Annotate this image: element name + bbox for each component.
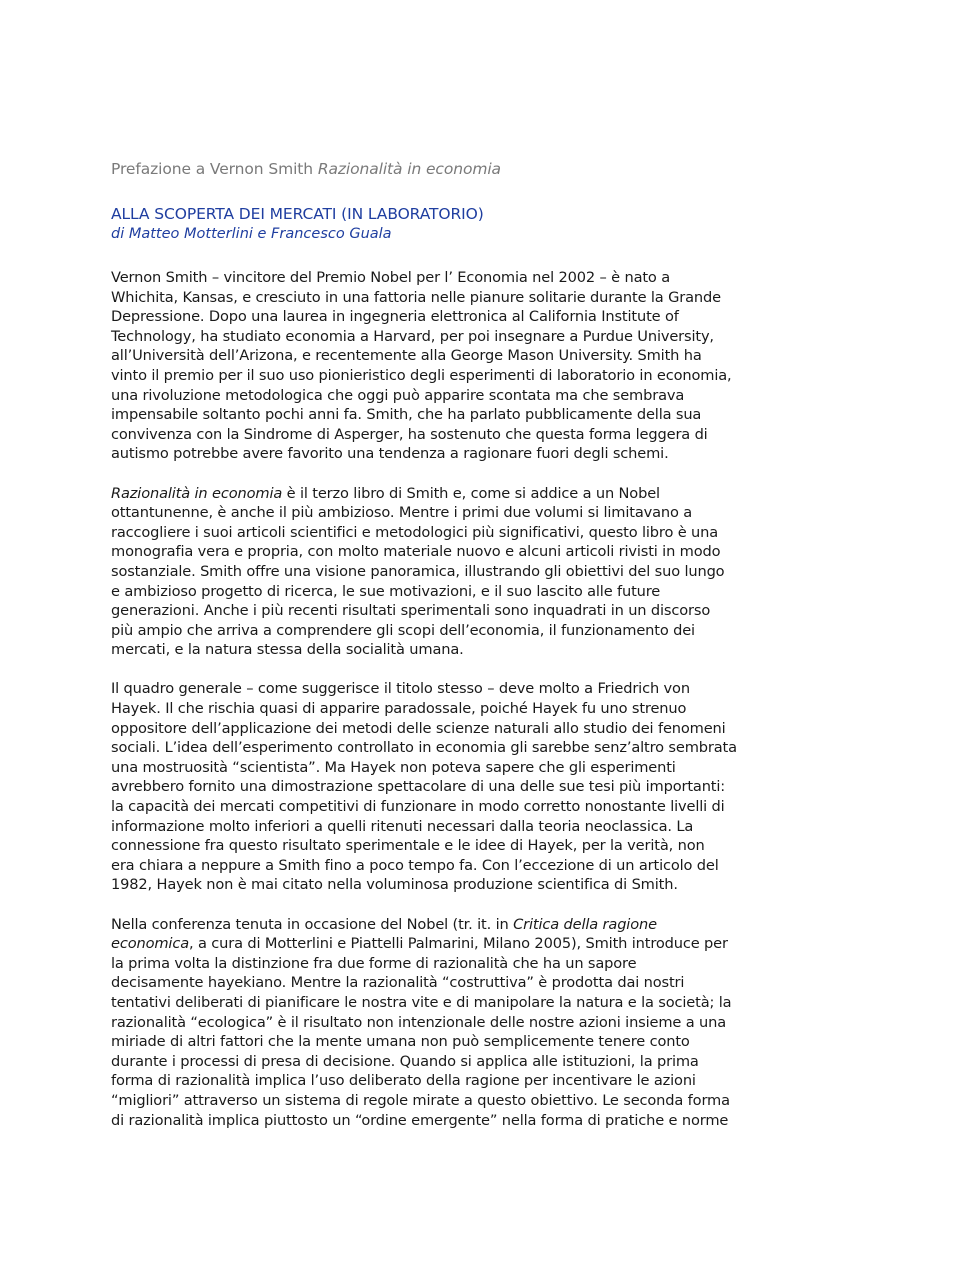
paragraph-2	[111, 484, 751, 660]
text-line	[111, 934, 751, 954]
text-line: sostanziale. Smith offre una visione panoramica, illustrando gli obiettivi del suo lungo	[111, 562, 725, 580]
text-line: avrebbero fornito una dimostrazione spettacolare di una delle sue tesi più importanti:	[111, 778, 726, 796]
preface-book-title: Razionalità in economia	[317, 160, 501, 178]
text-line: decisamente hayekiano. Mentre la razionalità “costruttiva” è prodotta dai nostri	[111, 974, 685, 992]
text-line: razionalità “ecologica” è il risultato non intenzionale delle nostre azioni insieme a una	[111, 1013, 727, 1031]
text-line: era chiara a neppure a Smith fino a poco tempo fa. Con l’eccezione di un articolo del	[111, 856, 719, 874]
text-line: autismo potrebbe avere favorito una tendenza a ragionare fuori degli schemi.	[111, 445, 669, 463]
text-fragment: è il terzo libro di Smith e, come si addice a un Nobel	[282, 484, 660, 502]
text-line: Il quadro generale – come suggerisce il titolo stesso – deve molto a Friedrich von	[111, 680, 690, 698]
text-line: sociali. L’idea dell’esperimento controllato in economia gli sarebbe senz’altro sembrata	[111, 739, 737, 757]
article-authors: di Matteo Motterlini e Francesco Guala	[111, 226, 392, 242]
text-line: vinto il premio per il suo uso pionieristico degli esperimenti di laboratorio in economia,	[111, 366, 732, 384]
text-line: oppositore dell’applicazione dei metodi delle scienze naturali allo studio dei fenomeni	[111, 719, 726, 737]
text-fragment: , a cura di Motterlini e Piattelli Palmarini, Milano 2005), Smith introduce per	[189, 935, 728, 953]
text-line: durante i processi di presa di decisione. Quando si applica alle istituzioni, la prima	[111, 1052, 699, 1070]
text-line: connessione fra questo risultato sperimentale e le idee di Hayek, per la verità, non	[111, 837, 705, 855]
text-line: tentativi deliberati di pianificare le nostra vite e di manipolare la natura e la società; la	[111, 993, 732, 1011]
text-line: generazioni. Anche i più recenti risultati sperimentali sono inquadrati in un discorso	[111, 602, 711, 620]
text-line: forma di razionalità implica l’uso deliberato della ragione per incentivare le azioni	[111, 1072, 696, 1090]
text-line	[111, 484, 751, 504]
text-line: una rivoluzione metodologica che oggi può apparire scontata ma che sembrava	[111, 386, 685, 404]
text-line: ottantunenne, è anche il più ambizioso. Mentre i primi due volumi si limitavano a	[111, 504, 693, 522]
text-line: “migliori” attraverso un sistema di regole mirate a questo obiettivo. Le seconda forma	[111, 1091, 730, 1109]
text-line: informazione molto inferiori a quelli ritenuti necessari dalla teoria neoclassica. La	[111, 817, 694, 835]
text-line: monografia vera e propria, con molto materiale nuovo e alcuni articoli rivisti in modo	[111, 543, 721, 561]
book-title-italic: economica	[111, 935, 189, 953]
paragraph-4	[111, 915, 751, 1131]
text-line: miriade di altri fattori che la mente umana non può semplicemente tenere conto	[111, 1033, 690, 1051]
text-line: e ambizioso progetto di ricerca, le sue motivazioni, e il suo lascito alle future	[111, 582, 661, 600]
text-line: convivenza con la Sindrome di Asperger, ha sostenuto che questa forma leggera di	[111, 425, 708, 443]
paragraph-1	[111, 268, 751, 464]
text-line: di razionalità implica piuttosto un “ordine emergente” nella forma di pratiche e norme	[111, 1111, 729, 1129]
text-line: una mostruosità “scientista”. Ma Hayek non poteva sapere che gli esperimenti	[111, 758, 676, 776]
text-line: mercati, e la natura stessa della socialità umana.	[111, 641, 464, 659]
article-title: ALLA SCOPERTA DEI MERCATI (IN LABORATORIO)	[111, 205, 484, 223]
text-line: Vernon Smith – vincitore del Premio Nobel per l’ Economia nel 2002 – è nato a	[111, 269, 670, 286]
preface-heading	[111, 160, 751, 178]
text-line: la capacità dei mercati competitivi di funzionare in modo corretto nonostante livelli di	[111, 798, 725, 816]
preface-text: Prefazione a Vernon Smith	[111, 160, 318, 178]
text-fragment: Nella conferenza tenuta in occasione del Nobel (tr. it. in	[111, 915, 514, 933]
book-title-italic: Critica della ragione	[513, 915, 657, 933]
text-line: Hayek. Il che rischia quasi di apparire paradossale, poiché Hayek fu uno strenuo	[111, 700, 687, 718]
text-line: la prima volta la distinzione fra due forme di razionalità che ha un sapore	[111, 954, 637, 972]
paragraph-3	[111, 679, 751, 895]
text-line: raccogliere i suoi articoli scientifici e metodologici più significativi, questo libro è una	[111, 523, 719, 541]
text-line: Technology, ha studiato economia a Harvard, per poi insegnare a Purdue University,	[111, 327, 714, 345]
text-line: Whichita, Kansas, e cresciuto in una fattoria nelle pianure solitarie durante la Grande	[111, 288, 721, 306]
document-page	[111, 160, 751, 1150]
text-line: all’Università dell’Arizona, e recentemente alla George Mason University. Smith ha	[111, 347, 702, 365]
text-line	[111, 915, 751, 935]
text-line: più ampio che arriva a comprendere gli scopi dell’economia, il funzionamento dei	[111, 621, 695, 639]
text-line: Depressione. Dopo una laurea in ingegneria elettronica al California Institute of	[111, 308, 679, 326]
book-title-italic: Razionalità in economia	[111, 484, 283, 502]
text-line: impensabile soltanto pochi anni fa. Smith, che ha parlato pubblicamente della sua	[111, 406, 702, 424]
text-line: 1982, Hayek non è mai citato nella voluminosa produzione scientifica di Smith.	[111, 876, 678, 894]
